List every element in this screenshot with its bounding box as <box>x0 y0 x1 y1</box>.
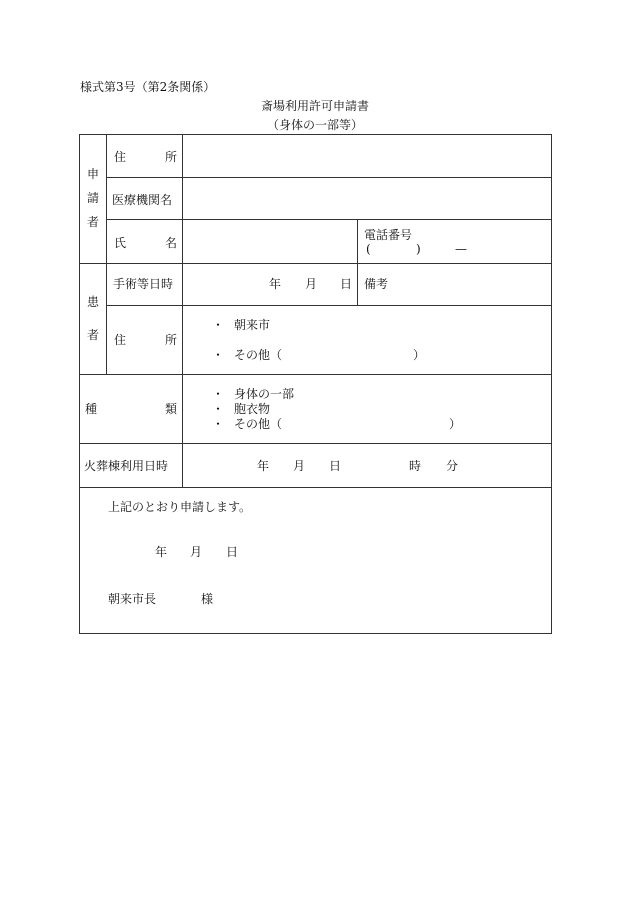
patient-address-label-2: 所 <box>165 333 178 347</box>
type-bullet-1: ・ <box>212 387 225 401</box>
patient-address-option-asago[interactable]: 朝来市 <box>234 318 271 332</box>
crematorium-datetime-field[interactable] <box>184 446 549 485</box>
application-date-field[interactable] <box>110 542 245 560</box>
honorific-label: 様 <box>201 592 214 606</box>
patient-address-bullet-2: ・ <box>212 348 225 362</box>
application-month-unit: 月 <box>190 545 203 559</box>
type-bullet-3: ・ <box>212 417 225 431</box>
patient-group-label-2: 者 <box>86 328 99 342</box>
phone-open-paren: ( <box>366 242 371 256</box>
surgery-datetime-field[interactable] <box>184 266 355 303</box>
medical-institution-label: 医療機関名 <box>112 193 173 207</box>
crematorium-month-unit: 月 <box>293 459 306 473</box>
phone-label: 電話番号 <box>364 228 413 242</box>
divider-address-medical <box>106 177 552 178</box>
divider-type-crematorium <box>79 443 552 444</box>
application-year-unit: 年 <box>155 545 168 559</box>
mayor-label: 朝来市長 <box>108 592 157 606</box>
divider-crematorium-footer <box>79 487 552 488</box>
divider-label-column <box>182 134 183 487</box>
type-option-placenta[interactable]: 胞衣物 <box>234 402 271 416</box>
applicant-group-label-1: 申 <box>86 167 99 181</box>
applicant-name-label-2: 名 <box>165 236 178 250</box>
type-label-1: 種 <box>85 402 98 416</box>
surgery-month-unit: 月 <box>305 277 318 291</box>
type-option-body-part[interactable]: 身体の一部 <box>234 387 295 401</box>
surgery-day-unit: 日 <box>340 277 353 291</box>
applicant-group-label-3: 者 <box>86 215 99 229</box>
type-bullet-2: ・ <box>212 402 225 416</box>
crematorium-minute-unit: 分 <box>446 459 459 473</box>
applicant-address-field[interactable] <box>184 137 549 175</box>
form-subtitle: （身体の一部等） <box>266 118 363 132</box>
phone-close-paren: ) <box>416 242 421 256</box>
crematorium-datetime-label: 火葬棟利用日時 <box>84 459 169 473</box>
divider-applicant-patient <box>79 263 552 264</box>
applicant-group-label-2: 請 <box>86 191 99 205</box>
patient-address-other-field[interactable] <box>276 347 412 363</box>
applicant-name-field[interactable] <box>184 222 355 261</box>
type-other-field[interactable] <box>276 416 448 432</box>
applicant-name-label-1: 氏 <box>114 236 127 250</box>
surgery-datetime-label: 手術等日時 <box>113 277 174 291</box>
patient-address-option-other[interactable]: その他（ <box>234 348 283 362</box>
type-option-other[interactable]: その他（ <box>234 417 283 431</box>
patient-address-other-close: ） <box>413 348 426 362</box>
crematorium-hour-unit: 時 <box>409 459 422 473</box>
crematorium-day-unit: 日 <box>329 459 342 473</box>
medical-institution-field[interactable] <box>184 180 549 217</box>
crematorium-year-unit: 年 <box>257 459 270 473</box>
application-day-unit: 日 <box>226 545 239 559</box>
patient-address-bullet-1: ・ <box>212 318 225 332</box>
applicant-address-label-2: 所 <box>165 150 178 164</box>
divider-medical-name <box>106 219 552 220</box>
form-number: 様式第3号（第2条関係） <box>80 80 216 94</box>
divider-surgery-address <box>106 305 552 306</box>
divider-group-column <box>106 134 107 374</box>
application-statement: 上記のとおり申請します。 <box>108 500 252 514</box>
patient-group-label-1: 患 <box>86 295 99 309</box>
remarks-field[interactable] <box>392 266 549 303</box>
phone-area-code-field[interactable] <box>372 241 414 257</box>
remarks-label: 備考 <box>364 277 389 291</box>
applicant-address-label-1: 住 <box>114 150 127 164</box>
type-label-2: 類 <box>165 402 178 416</box>
divider-phone-remarks-column <box>357 219 358 305</box>
form-title: 斎場利用許可申請書 <box>260 99 369 113</box>
divider-patient-type <box>79 374 552 375</box>
phone-dash: — <box>455 242 467 256</box>
surgery-year-unit: 年 <box>269 277 282 291</box>
patient-address-label-1: 住 <box>114 333 127 347</box>
type-other-close: ） <box>449 417 462 431</box>
